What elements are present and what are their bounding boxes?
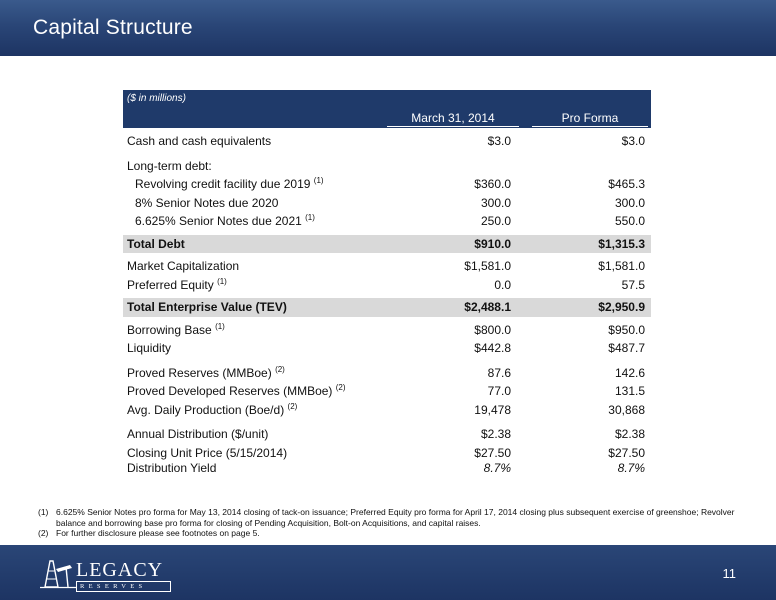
row-label: Borrowing Base $^{(1)}$ [127,321,225,337]
page-title: Capital Structure [33,16,193,39]
page-number: 11 [722,566,736,581]
column-header-pro-forma: Pro Forma [532,111,648,127]
footer-bar [0,545,776,600]
table-row [123,444,651,463]
footnote-mark: (1) [38,507,49,517]
table-row [123,364,651,383]
footnote-text: For further disclosure please see footnotes on page 5. [56,528,260,538]
row-label: Liquidity [127,341,172,355]
table-row [123,212,651,231]
footnote-mark: (2) [38,528,49,538]
column-header-march-2014: March 31, 2014 [387,111,519,127]
value-march: $27.50 [474,445,511,460]
footnote-ref: (2) [335,383,346,392]
title-bar [0,0,776,56]
value-march: 19,478 [474,402,511,417]
table-row [123,157,651,176]
table-row [123,339,651,358]
value-march: 77.0 [487,384,511,398]
table-row [123,401,651,420]
table-row [123,276,651,295]
value-pro-forma: 142.6 [614,365,645,380]
value-march: $3.0 [487,134,511,148]
table-row [123,462,651,476]
table-row [123,382,651,401]
total-debt-row [123,235,651,254]
table-row [123,425,651,444]
footnote-ref: (1) [217,276,227,286]
row-label: 6.625% Senior Notes due 2021 $^{(1)}$ [135,213,315,228]
footnote-ref: (2) [275,364,285,374]
footnotes [38,507,738,539]
row-label: Annual Distribution ($/unit) [127,427,269,441]
legacy-reserves-logo [40,559,170,589]
table-row [123,194,651,213]
row-label: Proved Reserves (MMBoe) $^{(2)}$ [127,364,285,380]
row-label: Market Capitalization [127,259,240,273]
row-label: Total Debt [127,236,185,251]
table-row [123,175,651,194]
footnote-text: 6.625% Senior Notes pro forma for May 13, 2014 closing of tack-on issuance; Preferred Equity pro forma for April 17, 2014 closing plus subsequent exercise of greenshoe; Revolver balance and borrowing base pro forma for closing of Pending Acquisition, Bolt-on Acquisitions, and capital raises. [56,507,735,528]
table-header [123,90,651,128]
value-pro-forma: 30,868 [608,402,645,417]
value-pro-forma: 550.0 [614,214,645,228]
value-pro-forma: $465.3 [608,177,645,191]
value-march: 300.0 [480,195,511,210]
value-pro-forma: 300.0 [614,195,645,210]
oil-derrick-icon [40,559,76,589]
row-label: Avg. Daily Production (Boe/d) $^{(2)}$ [127,401,298,417]
value-march: 87.6 [487,365,511,380]
value-pro-forma: $3.0 [621,134,645,148]
total-enterprise-value-row [123,298,651,317]
value-march: 250.0 [480,214,511,228]
footnote [38,507,738,528]
footnote [38,528,738,539]
value-march: $2,488.1 [464,300,511,314]
footnote-ref: (2) [287,401,298,411]
row-label: Distribution Yield [127,461,217,475]
value-pro-forma: $950.0 [608,322,645,337]
unit-note: ($ in millions) [127,93,186,104]
logo-wordmark: LEGACY [76,559,164,581]
value-pro-forma: 57.5 [621,277,645,292]
value-march: $1,581.0 [464,259,511,273]
row-label: Preferred Equity $^{(1)}$ [127,276,227,292]
capital-structure-table [123,90,651,476]
value-march: $442.8 [474,341,511,355]
value-march: 8.7% [483,461,511,475]
footnote-ref: (1) [305,213,315,222]
value-pro-forma: $1,315.3 [598,236,645,251]
value-pro-forma: $1,581.0 [598,259,645,273]
row-label: Closing Unit Price (5/15/2014) [127,445,288,460]
logo-subtitle: RESERVES [76,581,171,592]
footnote-ref: (1) [215,321,225,331]
row-label: Revolving credit facility due 2019 $^{(1)}$ [135,176,324,191]
value-march: $360.0 [474,177,511,191]
row-label: Proved Developed Reserves (MMBoe) $^{(2)}$ [127,383,346,398]
value-march: $800.0 [474,322,511,337]
value-march: 0.0 [494,277,511,292]
row-label: Long-term debt: [127,158,212,173]
value-pro-forma: 8.7% [617,461,645,475]
value-pro-forma: $2.38 [614,427,645,441]
value-pro-forma: $487.7 [608,341,645,355]
footnote-ref: (1) [313,176,324,185]
value-march: $2.38 [480,427,511,441]
table-row [123,257,651,276]
table-row [123,132,651,151]
value-pro-forma: 131.5 [614,384,645,398]
row-label: Cash and cash equivalents [127,134,272,148]
row-label: 8% Senior Notes due 2020 [135,195,279,210]
value-march: $910.0 [474,236,511,251]
table-row [123,321,651,340]
value-pro-forma: $27.50 [608,445,645,460]
row-label: Total Enterprise Value (TEV) [127,300,287,314]
value-pro-forma: $2,950.9 [598,300,645,314]
